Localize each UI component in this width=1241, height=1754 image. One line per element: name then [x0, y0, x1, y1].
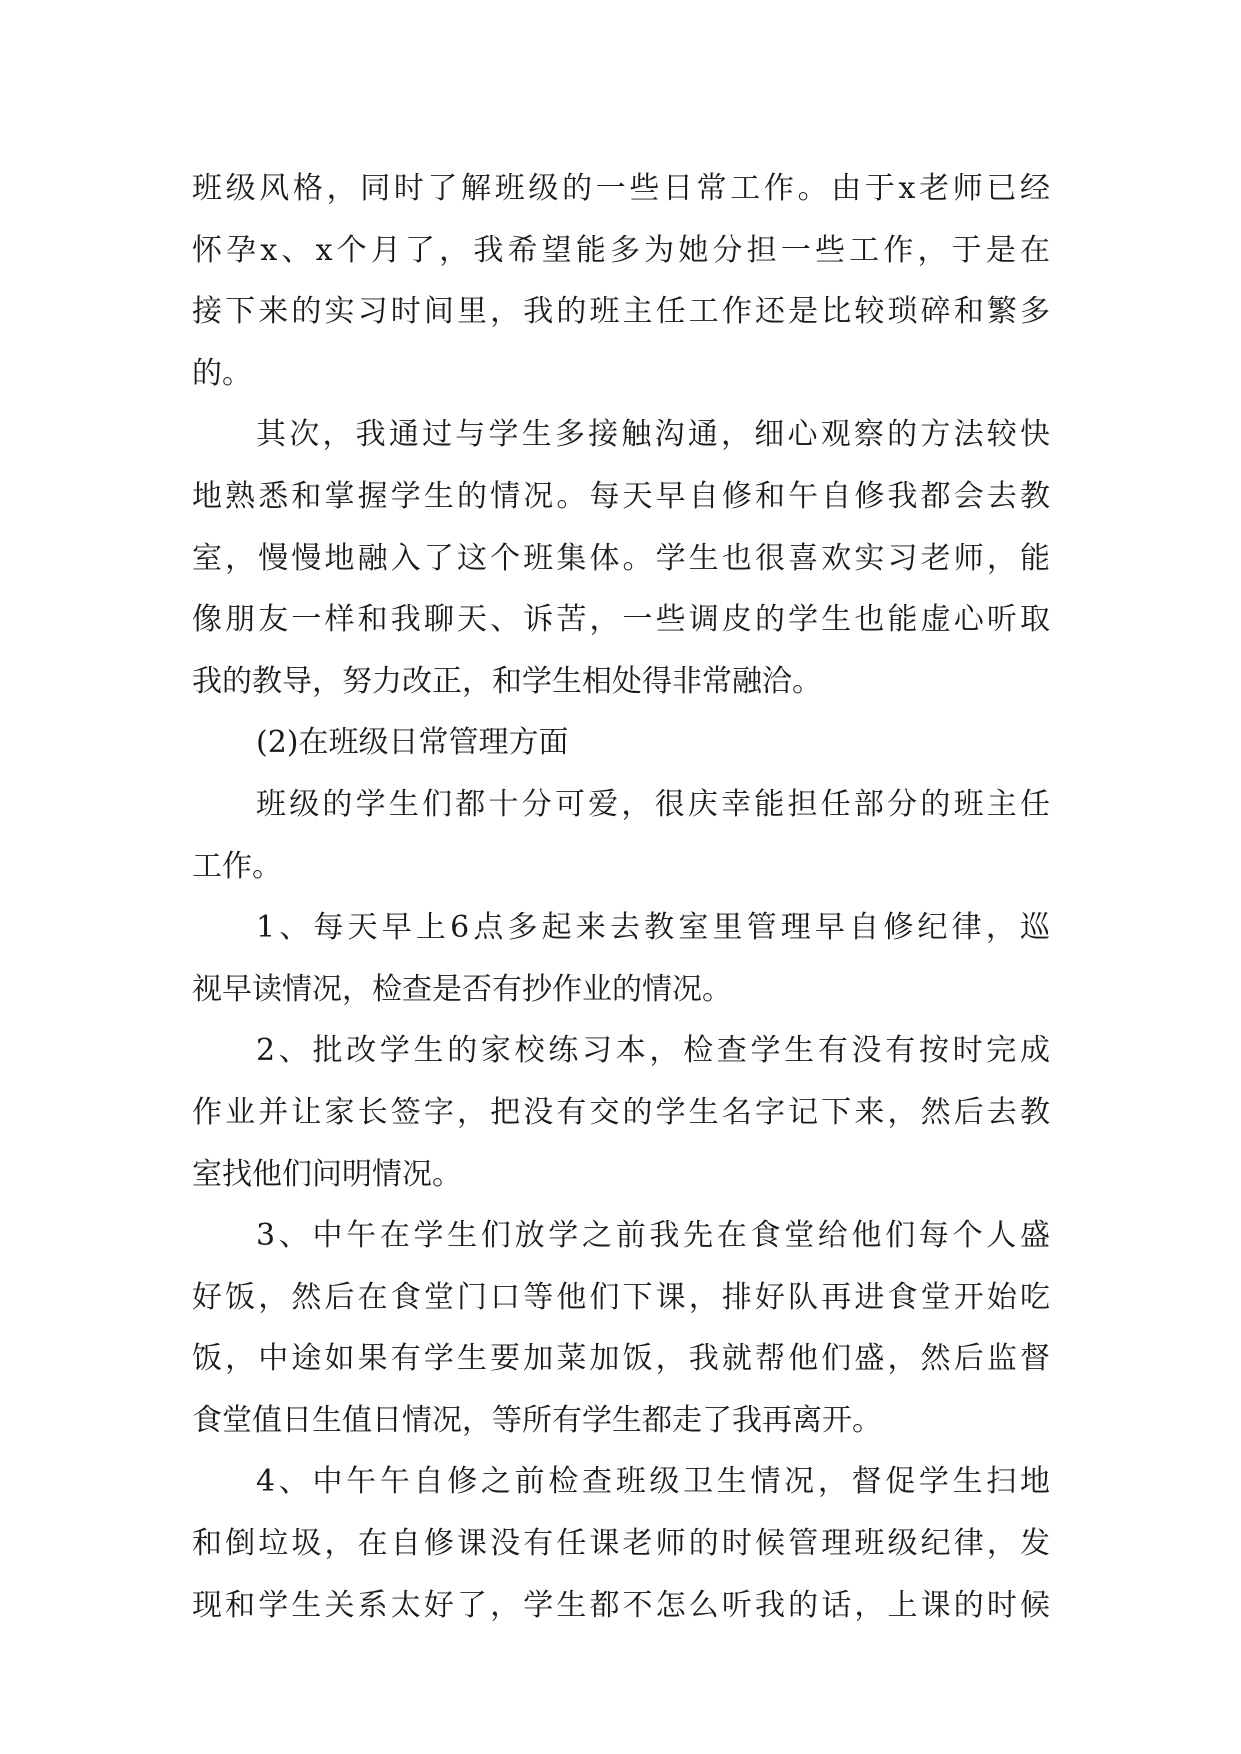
- list-item-line: 4、中午午自修之前检查班级卫生情况，督促学生扫地: [256, 1464, 1050, 1500]
- list-item-line: 室找他们问明情况。: [192, 1156, 462, 1192]
- list-item-line: 现和学生关系太好了，学生都不怎么听我的话，上课的时候: [192, 1587, 1050, 1623]
- text-line: 怀孕x、x个月了，我希望能多为她分担一些工作，于是在: [192, 232, 1050, 268]
- list-item-line: 2、批改学生的家校练习本，检查学生有没有按时完成: [256, 1033, 1050, 1069]
- text-line: 的。: [192, 355, 252, 391]
- list-item-line: 1、每天早上6点多起来去教室里管理早自修纪律，巡: [256, 910, 1050, 946]
- text-line: 班级的学生们都十分可爱，很庆幸能担任部分的班主任: [256, 786, 1050, 822]
- list-item-line: 3、中午在学生们放学之前我先在食堂给他们每个人盛: [256, 1218, 1050, 1254]
- text-line: 室，慢慢地融入了这个班集体。学生也很喜欢实习老师，能: [192, 540, 1050, 576]
- list-item-line: 和倒垃圾，在自修课没有任课老师的时候管理班级纪律，发: [192, 1526, 1050, 1562]
- text-line: 接下来的实习时间里，我的班主任工作还是比较琐碎和繁多: [192, 294, 1050, 330]
- document-body: [192, 158, 1050, 1636]
- list-item-line: 作业并让家长签字，把没有交的学生名字记下来，然后去教: [192, 1094, 1050, 1130]
- text-line: 地熟悉和掌握学生的情况。每天早自修和午自修我都会去教: [192, 478, 1050, 514]
- text-line: 我的教导，努力改正，和学生相处得非常融洽。: [192, 663, 822, 699]
- text-line: 班级风格，同时了解班级的一些日常工作。由于x老师已经: [192, 171, 1050, 206]
- list-item-line: 饭，中途如果有学生要加菜加饭，我就帮他们盛，然后监督: [192, 1341, 1050, 1377]
- text-line: 工作。: [192, 848, 282, 884]
- text-line: 像朋友一样和我聊天、诉苦，一些调皮的学生也能虚心听取: [192, 602, 1050, 638]
- section-heading: (2)在班级日常管理方面: [256, 725, 569, 761]
- text-line: 其次，我通过与学生多接触沟通，细心观察的方法较快: [256, 417, 1050, 453]
- list-item-line: 食堂值日生值日情况，等所有学生都走了我再离开。: [192, 1402, 882, 1438]
- list-item-line: 视早读情况，检查是否有抄作业的情况。: [192, 971, 732, 1007]
- list-item-line: 好饭，然后在食堂门口等他们下课，排好队再进食堂开始吃: [192, 1279, 1050, 1315]
